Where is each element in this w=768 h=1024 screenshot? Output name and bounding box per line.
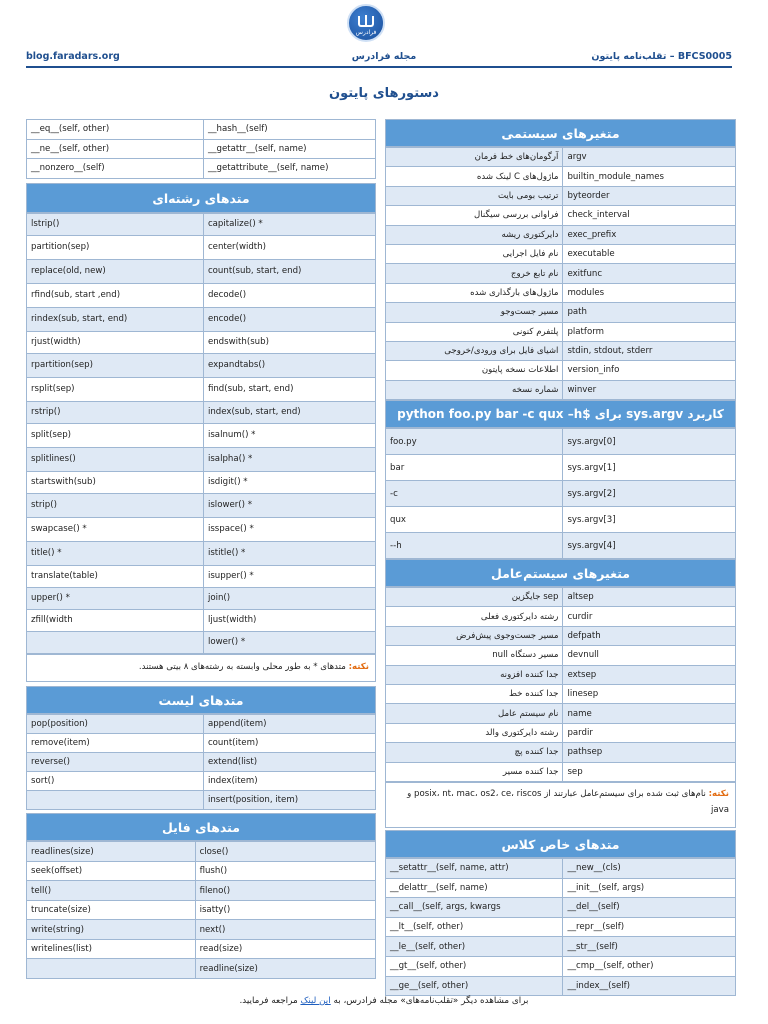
argv-usage-table <box>385 428 736 559</box>
table-row <box>386 937 736 957</box>
table-row <box>27 139 376 159</box>
table-row <box>27 881 376 901</box>
header-doc-code: BFCS0005 – تقلب‌نامه پایتون <box>591 51 732 62</box>
table-cell <box>27 791 204 810</box>
table-cell: encode() <box>203 307 375 331</box>
table-row <box>27 842 376 862</box>
table-cell: append(item) <box>203 714 375 733</box>
table-cell: ljust(width) <box>203 609 375 631</box>
table-cell: argv <box>563 148 736 167</box>
table-cell: translate(table) <box>27 565 204 587</box>
table-cell: tell() <box>27 881 196 901</box>
table-cell: split(sep) <box>27 423 204 447</box>
table-cell: isdigit() * <box>203 471 375 493</box>
note-text: متدهای * به طور محلی وابسته به رشته‌های ۸ بیتی هستند. <box>138 661 346 672</box>
table-cell: __del__(self) <box>563 898 736 918</box>
string-methods-note <box>26 654 376 682</box>
table-row <box>386 976 736 996</box>
table-cell: isatty() <box>195 900 375 920</box>
table-cell: __nonzero__(self) <box>27 159 204 179</box>
table-cell: __init__(self, args) <box>563 878 736 898</box>
table-cell: sys.argv[4] <box>563 533 736 559</box>
table-row <box>27 213 376 235</box>
table-cell: sort() <box>27 772 204 791</box>
table-row <box>27 353 376 377</box>
table-cell: sep جایگزین <box>386 588 563 607</box>
table-cell: close() <box>195 842 375 862</box>
table-cell: __call__(self, args, kwargs <box>386 898 563 918</box>
table-row <box>386 167 736 186</box>
table-row <box>386 380 736 399</box>
table-cell: rpartition(sep) <box>27 353 204 377</box>
table-cell: sep <box>563 762 736 781</box>
table-row <box>27 565 376 587</box>
table-row <box>27 159 376 179</box>
dunder-table <box>26 119 376 179</box>
table-cell: __repr__(self) <box>563 917 736 937</box>
system-vars-title: متغیرهای سیستمی <box>385 119 736 147</box>
table-cell: pop(position) <box>27 714 204 733</box>
table-cell: جدا کننده مسیر <box>386 762 563 781</box>
table-row <box>386 762 736 781</box>
table-cell: رشته دایرکتوری فعلی <box>386 607 563 626</box>
table-cell: altsep <box>563 588 736 607</box>
table-cell: remove(item) <box>27 733 204 752</box>
table-cell: insert(position, item) <box>203 791 375 810</box>
table-cell: isupper() * <box>203 565 375 587</box>
table-cell: istitle() * <box>203 541 375 565</box>
table-row <box>27 283 376 307</box>
table-cell: linesep <box>563 685 736 704</box>
table-cell: مسیر جست‌وجوی پیش‌فرض <box>386 626 563 645</box>
table-cell: stdin, stdout, stderr <box>563 341 736 360</box>
table-cell: جدا کننده پچ <box>386 743 563 762</box>
table-cell: __ge__(self, other) <box>386 976 563 996</box>
table-cell: extsep <box>563 665 736 684</box>
note-label: نکته: <box>348 661 369 672</box>
table-cell: find(sub, start, end) <box>203 377 375 401</box>
table-cell: reverse() <box>27 752 204 771</box>
faradars-logo[interactable] <box>347 4 385 42</box>
table-cell: __delattr__(self, name) <box>386 878 563 898</box>
table-cell: __getattribute__(self, name) <box>203 159 375 179</box>
table-row <box>386 244 736 263</box>
table-cell: isalpha() * <box>203 447 375 471</box>
table-cell: version_info <box>563 361 736 380</box>
table-row <box>386 341 736 360</box>
table-cell: rjust(width) <box>27 331 204 353</box>
file-methods-title: متدهای فایل <box>26 813 376 841</box>
table-row <box>27 959 376 979</box>
table-row <box>386 481 736 507</box>
table-row <box>27 541 376 565</box>
table-cell: rfind(sub, start ,end) <box>27 283 204 307</box>
table-cell: __index__(self) <box>563 976 736 996</box>
table-cell: name <box>563 704 736 723</box>
table-row <box>27 259 376 283</box>
table-cell: replace(old, new) <box>27 259 204 283</box>
table-row <box>386 455 736 481</box>
page-title: دستورهای پایتون <box>329 86 439 101</box>
table-row <box>386 225 736 244</box>
table-cell: bar <box>386 455 563 481</box>
table-cell: sys.argv[3] <box>563 507 736 533</box>
left-column <box>26 119 376 979</box>
table-cell: آرگومان‌های خط فرمان <box>386 148 563 167</box>
table-row <box>27 609 376 631</box>
table-row <box>386 429 736 455</box>
table-row <box>27 900 376 920</box>
table-cell: writelines(list) <box>27 939 196 959</box>
table-cell: __setattr__(self, name, attr) <box>386 858 563 878</box>
table-cell: platform <box>563 322 736 341</box>
table-cell: sys.argv[1] <box>563 455 736 481</box>
table-cell: نام سیستم عامل <box>386 704 563 723</box>
table-cell: __str__(self) <box>563 937 736 957</box>
table-cell: next() <box>195 920 375 940</box>
table-cell: count(item) <box>203 733 375 752</box>
table-row <box>386 878 736 898</box>
table-cell: جدا کننده خط <box>386 685 563 704</box>
table-row <box>27 423 376 447</box>
table-cell: pardir <box>563 723 736 742</box>
table-cell: winver <box>563 380 736 399</box>
header-site-url[interactable]: blog.faradars.org <box>26 51 120 62</box>
list-methods-table <box>26 714 376 811</box>
table-cell: __getattr__(self, name) <box>203 139 375 159</box>
table-cell: lstrip() <box>27 213 204 235</box>
table-cell: startswith(sub) <box>27 471 204 493</box>
table-row <box>27 752 376 771</box>
table-row <box>27 920 376 940</box>
table-cell: اطلاعات نسخه پایتون <box>386 361 563 380</box>
table-row <box>27 447 376 471</box>
table-cell: sys.argv[2] <box>563 481 736 507</box>
footer-after: مراجعه فرمایید. <box>239 996 301 1006</box>
footer-link[interactable]: این لینک <box>300 996 331 1006</box>
table-cell: expandtabs() <box>203 353 375 377</box>
table-cell: fileno() <box>195 881 375 901</box>
table-cell: rstrip() <box>27 401 204 423</box>
table-cell: -c <box>386 481 563 507</box>
table-cell: splitlines() <box>27 447 204 471</box>
table-cell <box>27 959 196 979</box>
table-cell: read(size) <box>195 939 375 959</box>
table-cell: رشته دایرکتوری والد <box>386 723 563 742</box>
table-cell: title() * <box>27 541 204 565</box>
string-methods-table <box>26 213 376 654</box>
table-cell: rindex(sub, start, end) <box>27 307 204 331</box>
list-methods-title: متدهای لیست <box>26 686 376 714</box>
table-cell: extend(list) <box>203 752 375 771</box>
table-cell: اشیای فایل برای ورودی/خروجی <box>386 341 563 360</box>
table-cell: فراوانی بررسی سیگنال <box>386 206 563 225</box>
table-cell: ترتیب بومی بایت <box>386 186 563 205</box>
table-cell: پلتفرم کنونی <box>386 322 563 341</box>
table-row <box>386 723 736 742</box>
table-row <box>386 507 736 533</box>
table-row <box>386 264 736 283</box>
right-column <box>385 119 736 996</box>
table-cell: swapcase() * <box>27 517 204 541</box>
table-cell: index(sub, start, end) <box>203 401 375 423</box>
table-cell <box>27 631 204 653</box>
table-cell: path <box>563 303 736 322</box>
table-row <box>27 401 376 423</box>
table-cell: __gt__(self, other) <box>386 956 563 976</box>
table-row <box>27 331 376 353</box>
table-cell: decode() <box>203 283 375 307</box>
table-row <box>27 772 376 791</box>
table-cell: مسیر دستگاه null <box>386 646 563 665</box>
table-row <box>386 858 736 878</box>
table-cell: exec_prefix <box>563 225 736 244</box>
table-cell: نام فایل اجرایی <box>386 244 563 263</box>
table-cell: defpath <box>563 626 736 645</box>
table-cell: __le__(self, other) <box>386 937 563 957</box>
table-cell: index(item) <box>203 772 375 791</box>
table-cell: pathsep <box>563 743 736 762</box>
book-icon <box>358 16 374 27</box>
table-cell: __cmp__(self, other) <box>563 956 736 976</box>
table-cell: lower() * <box>203 631 375 653</box>
table-row <box>27 861 376 881</box>
table-cell: byteorder <box>563 186 736 205</box>
table-row <box>386 685 736 704</box>
table-row <box>386 898 736 918</box>
argv-usage-title: کاربرد sys.argv برای $python foo.py bar -c qux –h <box>385 400 736 428</box>
class-methods-table <box>385 858 736 996</box>
table-row <box>386 956 736 976</box>
table-cell: builtin_module_names <box>563 167 736 186</box>
os-vars-table <box>385 587 736 782</box>
table-row <box>386 743 736 762</box>
table-row <box>27 587 376 609</box>
table-cell: write(string) <box>27 920 196 940</box>
table-cell: center(width) <box>203 235 375 259</box>
table-cell: مسیر جست‌وجو <box>386 303 563 322</box>
table-row <box>27 517 376 541</box>
table-row <box>27 791 376 810</box>
os-vars-note <box>385 782 736 828</box>
table-cell: isspace() * <box>203 517 375 541</box>
table-cell: دایرکتوری ریشه <box>386 225 563 244</box>
logo-text: فرادرس <box>355 29 377 36</box>
table-cell: check_interval <box>563 206 736 225</box>
table-cell: endswith(sub) <box>203 331 375 353</box>
table-cell: شماره نسخه <box>386 380 563 399</box>
table-cell: devnull <box>563 646 736 665</box>
table-row <box>386 148 736 167</box>
table-cell: sys.argv[0] <box>563 429 736 455</box>
table-cell: zfill(width <box>27 609 204 631</box>
table-cell: capitalize() * <box>203 213 375 235</box>
table-cell: --h <box>386 533 563 559</box>
table-cell: readlines(size) <box>27 842 196 862</box>
table-row <box>386 303 736 322</box>
table-row <box>386 361 736 380</box>
table-cell: qux <box>386 507 563 533</box>
note-text: نام‌های ثبت شده برای سیستم‌عامل عبارتند از posix، nt، mac، os2، ce، riscos و java <box>407 788 729 816</box>
table-cell: __ne__(self, other) <box>27 139 204 159</box>
table-row <box>386 665 736 684</box>
table-row <box>27 493 376 517</box>
table-cell: foo.py <box>386 429 563 455</box>
table-cell: strip() <box>27 493 204 517</box>
table-row <box>27 377 376 401</box>
footer-text <box>0 996 768 1006</box>
table-cell: نام تابع خروج <box>386 264 563 283</box>
table-row <box>386 646 736 665</box>
table-cell: count(sub, start, end) <box>203 259 375 283</box>
table-cell: exitfunc <box>563 264 736 283</box>
table-cell: upper() * <box>27 587 204 609</box>
table-cell: isalnum() * <box>203 423 375 447</box>
table-cell: partition(sep) <box>27 235 204 259</box>
table-row <box>27 631 376 653</box>
table-row <box>386 322 736 341</box>
table-row <box>386 283 736 302</box>
table-cell: ماژول‌های C لینک شده <box>386 167 563 186</box>
string-methods-title: متدهای رشته‌ای <box>26 183 376 213</box>
table-cell: __eq__(self, other) <box>27 120 204 140</box>
os-vars-title: متغیرهای سیستم‌عامل <box>385 559 736 587</box>
table-row <box>386 917 736 937</box>
table-cell: executable <box>563 244 736 263</box>
table-row <box>27 120 376 140</box>
table-cell: ماژول‌های بارگذاری شده <box>386 283 563 302</box>
table-row <box>27 939 376 959</box>
table-cell: __new__(cls) <box>563 858 736 878</box>
table-cell: __hash__(self) <box>203 120 375 140</box>
table-cell: rsplit(sep) <box>27 377 204 401</box>
table-row <box>386 186 736 205</box>
table-cell: __lt__(self, other) <box>386 917 563 937</box>
table-row <box>27 471 376 493</box>
table-cell: seek(offset) <box>27 861 196 881</box>
table-row <box>386 588 736 607</box>
table-row <box>386 607 736 626</box>
table-row <box>386 704 736 723</box>
table-row <box>386 626 736 645</box>
table-cell: جدا کننده افزونه <box>386 665 563 684</box>
table-row <box>386 206 736 225</box>
table-row <box>27 714 376 733</box>
system-vars-table <box>385 147 736 400</box>
header-divider <box>26 66 732 68</box>
table-row <box>27 235 376 259</box>
table-cell: curdir <box>563 607 736 626</box>
table-cell: modules <box>563 283 736 302</box>
note-label: نکته: <box>708 788 729 799</box>
table-row <box>386 533 736 559</box>
footer-before: برای مشاهده دیگر «تقلب‌نامه‌های» مجله فرادرس، به <box>330 996 529 1006</box>
table-cell: islower() * <box>203 493 375 517</box>
table-cell: flush() <box>195 861 375 881</box>
file-methods-table <box>26 841 376 979</box>
table-row <box>27 307 376 331</box>
header-magazine-name: مجله فرادرس <box>351 51 417 62</box>
table-cell: truncate(size) <box>27 900 196 920</box>
table-cell: join() <box>203 587 375 609</box>
table-row <box>27 733 376 752</box>
class-methods-title: متدهای خاص کلاس <box>385 830 736 858</box>
table-cell: readline(size) <box>195 959 375 979</box>
